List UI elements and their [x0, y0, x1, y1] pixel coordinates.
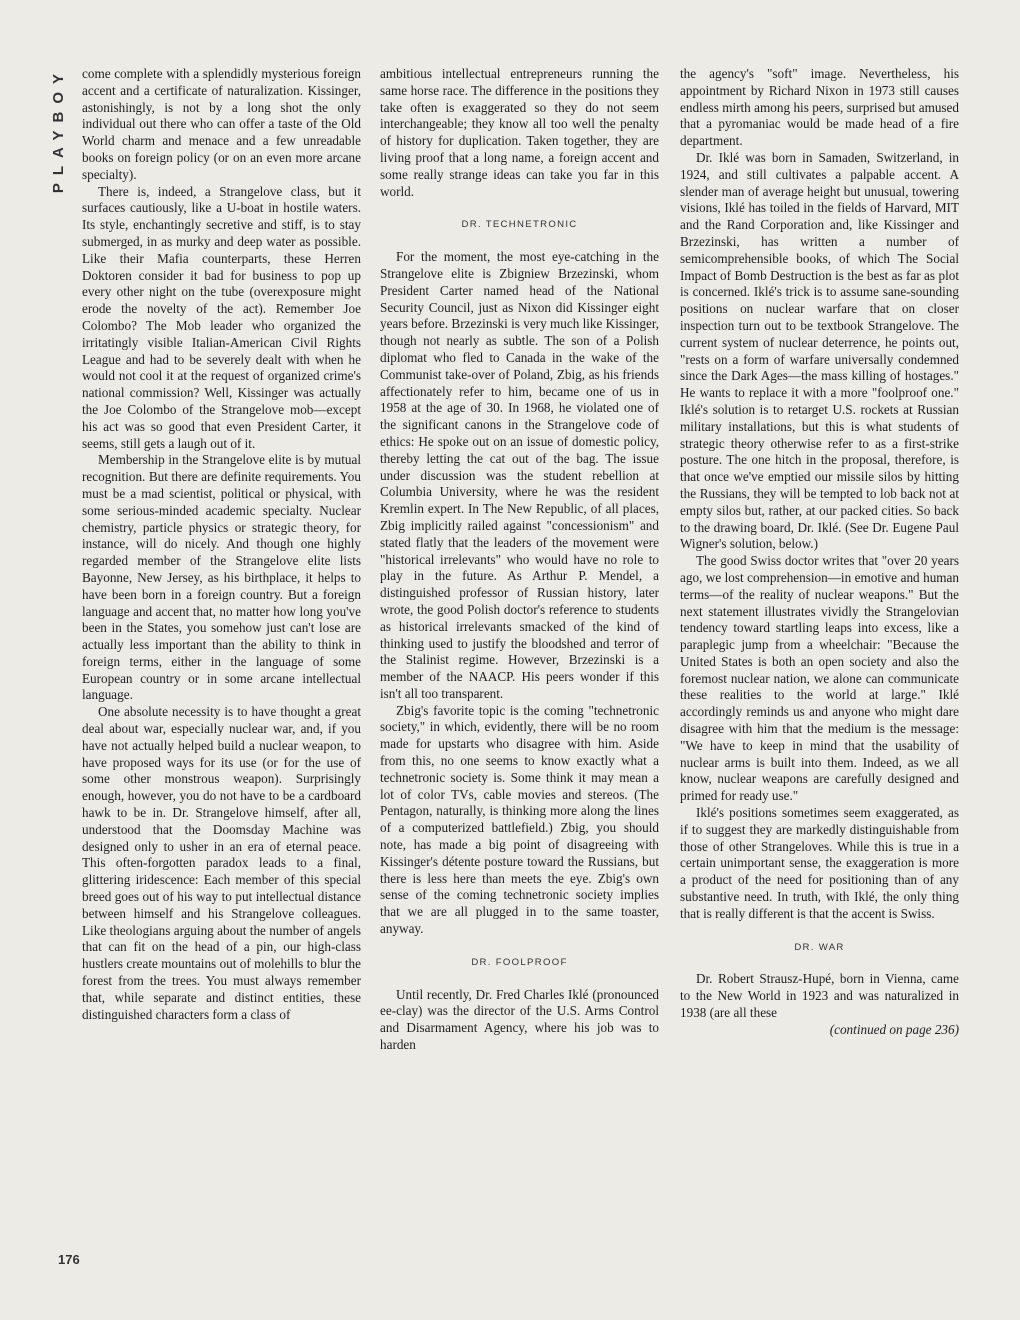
article-paragraph: Zbig's favorite topic is the coming "technetronic society," in which, evidently, there will be no room made for upstarts who disagree with him. Aside from this, no one seems to know exactly what a technetronic society is. Some think it may mean a lot of color TVs, cable movies and stereos. (The Pentagon, naturally, is thinking more along the lines of a computerized battlefield.) Zbig, you should note, has made a big point of disagreeing with Kissinger's détente posture toward the Russians, but there is less here than meets the eye. Zbig's own sense of the coming technetronic society implies that we are all plugged in to the same toaster, anyway.	[380, 702, 659, 937]
magazine-page	[22, 0, 997, 1320]
article-paragraph: Until recently, Dr. Fred Charles Iklé (pronounced ee-clay) was the director of the U.S. Arms Control and Disarmament Agency, where his job was to harden	[380, 986, 659, 1053]
article-paragraph: Iklé's positions sometimes seem exaggerated, as if to suggest they are markedly distinguishable from those of other Strangeloves. While this is true in a certain unimportant sense, the exaggeration is more a product of the need for positioning than of any substantive need. In truth, with Iklé, the only thing that is really different is that the accent is Swiss.	[680, 805, 959, 921]
article-column-2	[380, 66, 659, 1054]
article-paragraph: ambitious intellectual entrepreneurs running the same horse race. The difference in the positions they take often is exaggerated so they do not seem interchangeable; they know all too well the penalty of history for duplication. Taken together, they are living proof that a long name, a foreign accent and some really strange ideas can take you far in this world.	[380, 66, 659, 199]
section-subhead: DR. TECHNETRONIC	[461, 219, 578, 231]
continued-note: (continued on page 236)	[829, 1021, 959, 1037]
article-paragraph: Membership in the Strangelove elite is by mutual recognition. But there are definite requirements. You must be a mad scientist, political or physical, with some serious-minded academic specialty. Nuclear chemistry, particle physics or strategic theory, for instance, will do nicely. And though one highly regarded member of the Strangelove elite lists Bayonne, New Jersey, as his birthplace, it helps to have been born in a foreign country. But a foreign language and accent that, no matter how long you've been in the States, you somehow just can't lose are actually less important than the ability to think in foreign terms, either in the language of some European country or in some arcane intellectual language.	[82, 452, 361, 703]
article-column-3	[680, 66, 959, 1039]
section-subhead: DR. FOOLPROOF	[471, 956, 568, 968]
article-paragraph: the agency's "soft" image. Nevertheless, his appointment by Richard Nixon in 1973 still causes endless mirth among his peers, surprised but amused that a pyromaniac would be made head of a fire department.	[680, 66, 959, 149]
article-paragraph: For the moment, the most eye-catching in the Strangelove elite is Zbigniew Brzezinski, whom President Carter named head of the National Security Council, just as Nixon did Kissinger eight years before. Brzezinski is very much like Kissinger, though not nearly as subtle. The son of a Polish diplomat who fled to Canada in the wake of the Communist take-over of Poland, Zbig, as his friends affectionately refer to him, became one of us in 1958 at the age of 30. In 1968, he violated one of the significant canons in the Strangelove code of ethics: He spoke out on an issue of domestic policy, thereby letting the cat out of the bag. The issue under discussion was the student rebellion at Columbia University, where he was the resident Kremlin expert. In The New Republic, of all places, Zbig implicitly railed against "concessionism" and stated flatly that the leaders of the movement were "historical irrelevants" who would have no role to play in the future. As Arthur P. Mendel, a distinguished professor of Russian history, later wrote, the good Polish doctor's reference to students as historical irrelevants smacked of the kind of thinking used to justify the bloodshed and terror of the Stalinist regime. However, Brzezinski is a member of the NAACP. His peers wonder if this isn't all too transparent.	[380, 249, 659, 701]
article-paragraph: Dr. Iklé was born in Samaden, Switzerland, in 1924, and still cultivates a palpable accent. A slender man of average height but unusual, towering visions, Iklé has toiled in the fields of Harvard, MIT and the Rand Corporation and, like Kissinger and Brzezinski, has written a number of semicomprehensible books, of which The Social Impact of Bomb Destruction is the best as far as plot is concerned. Iklé's trick is to assume sane-sounding positions on nuclear warfare that on closer inspection turn out to be textbook Strangelove. The current system of nuclear deterrence, he points out, "rests on a form of warfare universally condemned since the Dark Ages—the mass killing of hostages." He wants to replace it with a more "foolproof one." Iklé's solution is to retarget U.S. rockets at Russian military installations, but this is what students of strategic theory otherwise refer to as a first-strike posture. The one hitch in the proposal, therefore, is that once we've emptied our missile silos by hitting the Russians, they will be tempted to lob back not at empty silos but, rather, at our packed cities. So back to the drawing board, Dr. Iklé. (See Dr. Eugene Paul Wigner's solution, below.)	[680, 149, 959, 552]
magazine-masthead: PLAYBOY	[50, 66, 67, 194]
article-paragraph: come complete with a splendidly mysterious foreign accent and a certificate of naturalization. Kissinger, astonishingly, is not by a long shot the only individual out there who can offer a taste of the Old World charm and menace and a few unreadable books on foreign policy (or on an even more arcane specialty).	[82, 66, 361, 182]
article-paragraph: Dr. Robert Strausz-Hupé, born in Vienna, came to the New World in 1923 and was naturalized in 1938 (are all these	[680, 971, 959, 1021]
article-paragraph: The good Swiss doctor writes that "over 20 years ago, we lost comprehension—in emotive and human terms—of the reality of nuclear weapons." But the next statement illustrates vividly the Strangelovian tendency toward startling leaps into excess, like a paraplegic jump from a wheelchair: "Because the United States is both an open society and also the foremost nuclear nation, we alone can communicate these realities to the world at large." Iklé accordingly reminds us and anyone who might dare disagree with him that the medium is the message: "We have to keep in mind that the usability of nuclear arms is built into them. Indeed, as we all know, nuclear weapons are carefully designed and primed for ready use."	[680, 553, 959, 804]
article-paragraph: There is, indeed, a Strangelove class, but it surfaces cautiously, like a U-boat in hostile waters. Its style, enchantingly secretive and stiff, is to stay submerged, in as murky and deep water as possible. Like their Mafia counterparts, these Herren Doktoren consider it bad for business to pop up every other night on the tube (overexposure might erode the novelty of the act). Remember Joe Colombo? The Mob leader who organized the irritatingly visible Italian-American Civil Rights League and had to be severely dealt with when he would not cool it at the request of organized crime's national commission? Well, Kissinger was actually the Joe Colombo of the Strangelove mob—except his act was so good that even President Carter, it seems, still gets a laugh out of it.	[82, 183, 361, 451]
page-number: 176	[58, 1252, 80, 1267]
article-column-1	[82, 66, 361, 1023]
section-subhead: DR. WAR	[794, 941, 845, 953]
article-paragraph: One absolute necessity is to have thought a great deal about war, especially nuclear war, and, if you have not actually helped build a nuclear weapon, to have proposed ways for its use (or for the use of some other monstrous weapon). Surprisingly enough, however, you do not have to be a cardboard hawk to be in. Dr. Strangelove himself, after all, understood that the Doomsday Machine was designed only to usher in an era of eternal peace. This often-forgotten paradox leads to a final, glittering iridescence: Each member of this special breed goes out of his way to put intellectual distance between himself and his Strangelove colleagues. Like theologians arguing about the number of angels that can fit on the head of a pin, our high-class hustlers create mountains out of molehills to blur the forest from the trees. You must always remember that, while separate and distinct entities, these distinguished characters form a class of	[82, 704, 361, 1022]
